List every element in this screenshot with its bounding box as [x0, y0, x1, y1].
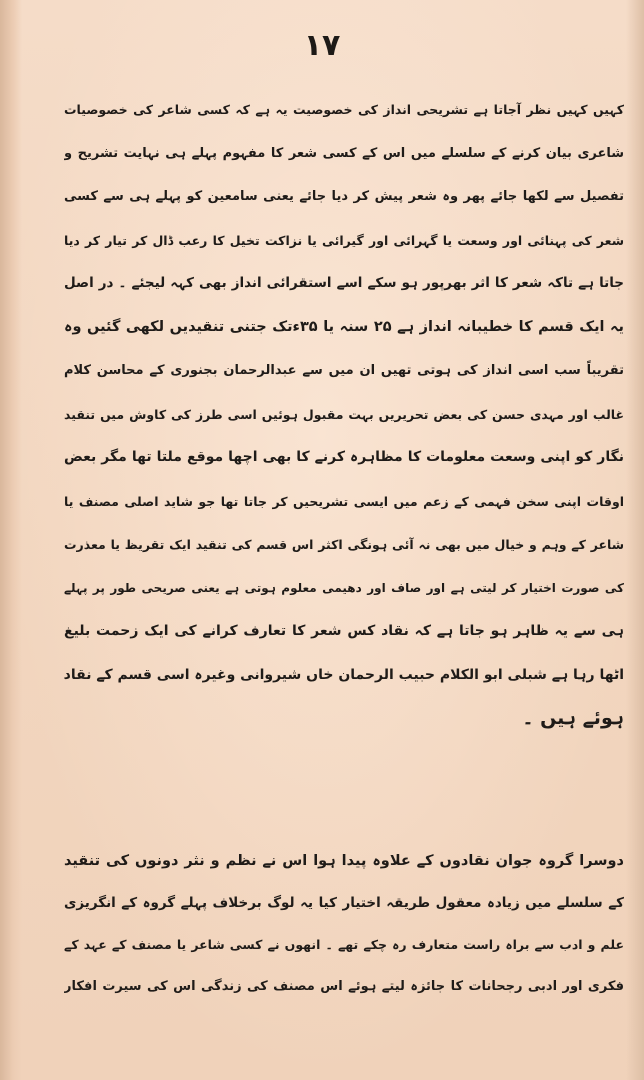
- text-line: ہی سے یہ ظاہر ہو جاتا ہے کہ نقاد کس شعر کا تعارف کرانے کی ایک زحمت بلیغ: [64, 623, 624, 639]
- paragraph-1: [64, 88, 624, 741]
- text-line: غالب اور مہدی حسن کی بعض تحریریں بہت مقبول ہوئیں اسی طرز کی کاوش میں تنقید: [64, 406, 624, 422]
- text-line: اٹھا رہا ہے شبلی ابو الکلام حبیب الرحمان خاں شیروانی وغیرہ اسی قسم کے نقاد: [64, 666, 624, 683]
- text-line: شاعر کے وہم و خیال میں بھی نہ آئی ہونگی اکثر اس قسم کی تنقید ایک تقریظ یا معذرت: [64, 537, 624, 552]
- page-edge-shadow: [626, 0, 644, 1080]
- text-line: ہوئے ہیں ۔: [522, 707, 624, 729]
- text-line: تقریباً سب اسی انداز کی ہوتی تھیں ان میں سے عبدالرحمان بجنوری کے محاسن کلام: [64, 363, 624, 378]
- text-line: جاتا ہے تاکہ شعر کا اثر بھرپور ہو سکے اسے استقرائی انداز بھی کہہ لیجئے ۔ در اصل: [64, 275, 624, 291]
- page-number: ۱۷: [303, 28, 341, 63]
- text-line: فکری اور ادبی رجحانات کا جائزہ لیتے ہوئے اس مصنف کی زندگی اس کی سیرت افکار: [64, 979, 624, 994]
- text-line: علم و ادب سے براہ راست متعارف رہ چکے تھے ۔ انھوں نے کسی شاعر یا مصنف کے عہد کے: [64, 937, 624, 952]
- text-line: شاعری بیان کرنے کے سلسلے میں اس کے کسی شعر کا مفہوم پہلے ہی نہایت تشریح و: [64, 145, 624, 161]
- text-line: نگار کو اپنی وسعت معلومات کا مظاہرہ کرنے کا بھی اچھا موقع ملتا تھا مگر بعض: [64, 449, 624, 465]
- text-line: کے سلسلے میں زیادہ معقول طریقہ اختیار کیا یہ لوگ برخلاف پہلے گروہ کے انگریزی: [64, 895, 624, 911]
- text-line: تفصیل سے لکھا جائے پھر وہ شعر پیش کر دیا جائے یعنی سامعین کو پہلے ہی سے کسی: [64, 189, 624, 204]
- paragraph-2: [64, 840, 624, 1008]
- text-line: یہ ایک قسم کا خطیبانہ انداز ہے ۲۵ سنہ یا ۳۵ءتک جتنی تنقیدیں لکھی گئیں وہ: [64, 318, 624, 335]
- text-line: کہیں کہیں نظر آجاتا ہے تشریحی انداز کی خصوصیت یہ ہے کہ کسی شاعر کی خصوصیات: [64, 102, 624, 117]
- text-line: دوسرا گروہ جوان نقادوں کے علاوہ پیدا ہوا اس نے نظم و نثر دونوں کی تنقید: [64, 853, 624, 869]
- page-binding-shadow: [0, 0, 22, 1080]
- text-line: کی صورت اختیار کر لیتی ہے اور صاف اور دھیمی معلوم ہوتی ہے یعنی صریحی طور پر پہلے: [64, 580, 624, 595]
- text-line: اوقات اپنی سخن فہمی کے زعم میں ایسی تشریحیں کر جاتا تھا جو شاید اصلی مصنف یا: [64, 493, 624, 509]
- text-line: شعر کی پہنائی اور وسعت یا گہرائی اور گیرائی یا نزاکت تخیل کا رعب ڈال کر تیار کر دیا: [64, 232, 624, 248]
